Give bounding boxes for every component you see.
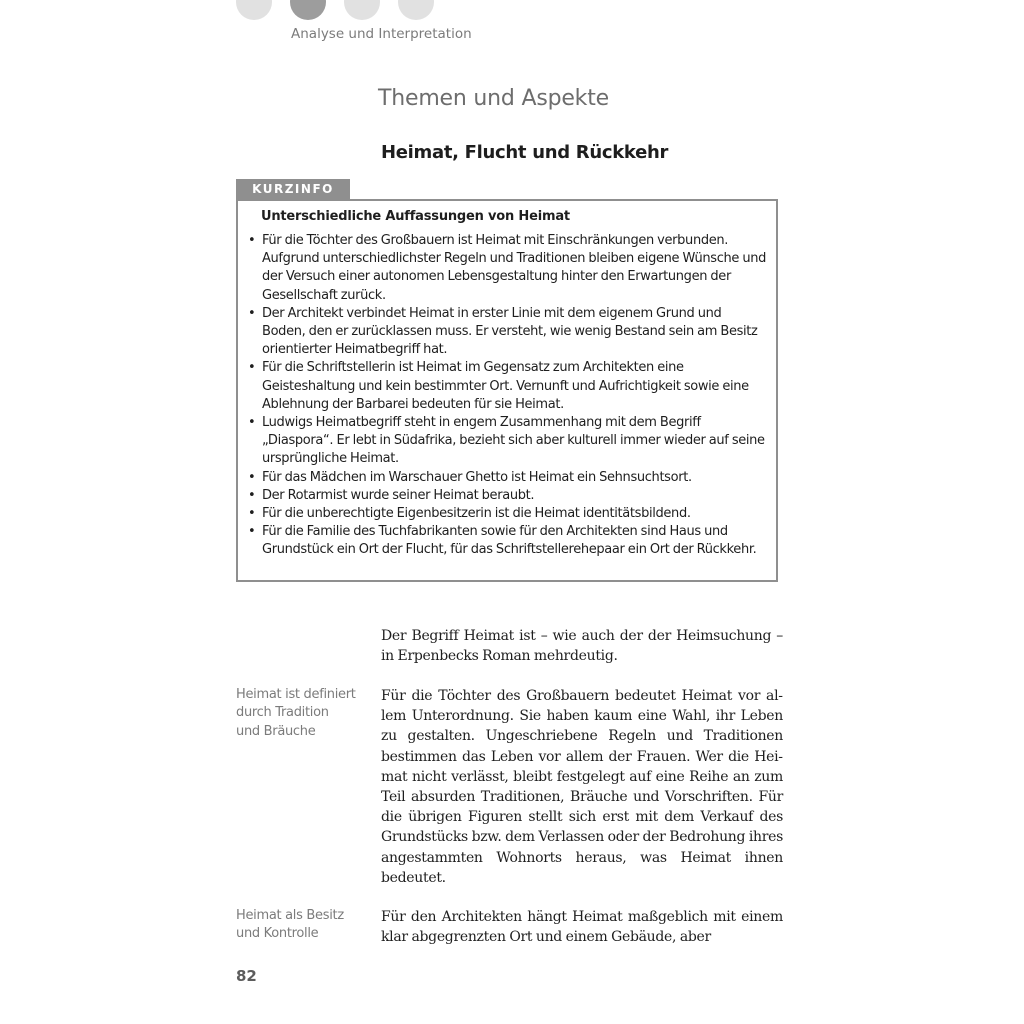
kurzinfo-item: • Der Architekt verbindet Heimat in erster Linie mit dem eigenem Grund und Boden, den er zurücklassen muss. Er versteht, wie wenig Bestand sein am Besitz orientierter Heimatbegriff hat.	[248, 305, 768, 360]
kurzinfo-item: • Der Rotarmist wurde seiner Heimat beraubt.	[248, 487, 768, 505]
page-number: 82	[236, 967, 257, 985]
margin-note: Heimat ist definiert durch Tradition und Bräuche	[236, 687, 356, 739]
chapter-dot	[398, 0, 434, 20]
kurzinfo-item: • Ludwigs Heimatbegriff steht in engem Zusammenhang mit dem Begriff „Diaspora“. Er lebt in Südafrika, bezieht sich aber kulturell immer wieder auf seine ursprüngliche Heimat.	[248, 414, 768, 469]
kurzinfo-item: • Für das Mädchen im Warschauer Ghetto ist Heimat ein Sehnsuchtsort.	[248, 469, 768, 487]
kurzinfo-tab-label: KURZINFO	[236, 179, 350, 200]
running-header: Analyse und Interpretation	[291, 26, 472, 42]
kurzinfo-box	[236, 199, 778, 582]
chapter-dot	[344, 0, 380, 20]
kurzinfo-item: • Für die Familie des Tuchfabrikanten sowie für den Architekten sind Haus und Grundstück ein Ort der Flucht, für das Schriftstellerehepaar ein Ort der Rückkehr.	[248, 523, 768, 559]
kurzinfo-list	[248, 232, 768, 560]
body-intro-paragraph: Der Begriff Heimat ist – wie auch der der Heimsuchung – in Erpenbecks Roman mehrdeutig.	[381, 628, 783, 665]
chapter-title: Themen und Aspekte	[378, 86, 609, 111]
margin-note: Heimat als Besitz und Kontrolle	[236, 908, 344, 942]
kurzinfo-heading: Unterschiedliche Auffassungen von Heimat	[261, 209, 570, 224]
chapter-dot-active	[290, 0, 326, 20]
body-paragraph: Für die Töchter des Großbauern bedeutet Heimat vor allem Unterordnung. Sie haben kaum eine Wahl, ihr Leben zu gestalten. Ungeschriebene Regeln und Traditionen bestimmen das Leben vor allem der Frauen. Wer die Heimat nicht verlässt, bleibt festgelegt auf eine Reihe an zum Teil absurden Traditionen, Bräuche und Vorschriften. Für die übrigen Figuren stellt sich erst mit dem Verkauf des Grundstücks bzw. dem Verlassen oder der Bedrohung ihres angestammten Wohnorts heraus, was Heimat ihnen bedeutet.	[381, 688, 783, 886]
kurzinfo-item: • Für die Töchter des Großbauern ist Heimat mit Einschränkungen verbunden. Aufgrund unterschiedlichster Regeln und Traditionen bleiben eigene Wünsche und der Versuch einer autonomen Lebensgestaltung hinter den Erwartungen der Gesellschaft zurück.	[248, 232, 768, 305]
section-title: Heimat, Flucht und Rückkehr	[381, 142, 669, 163]
chapter-dot	[236, 0, 272, 20]
kurzinfo-item: • Für die unberechtigte Eigenbesitzerin ist die Heimat identitätsbildend.	[248, 505, 768, 523]
body-paragraph: Für den Architekten hängt Heimat maßgeblich mit einem klar abgegrenzten Ort und einem Gebäude, aber	[381, 909, 783, 946]
kurzinfo-item: • Für die Schriftstellerin ist Heimat im Gegensatz zum Architekten eine Geisteshaltung und kein bestimmter Ort. Vernunft und Aufrichtigkeit sowie eine Ablehnung der Barbarei bedeuten für sie Heimat.	[248, 359, 768, 414]
